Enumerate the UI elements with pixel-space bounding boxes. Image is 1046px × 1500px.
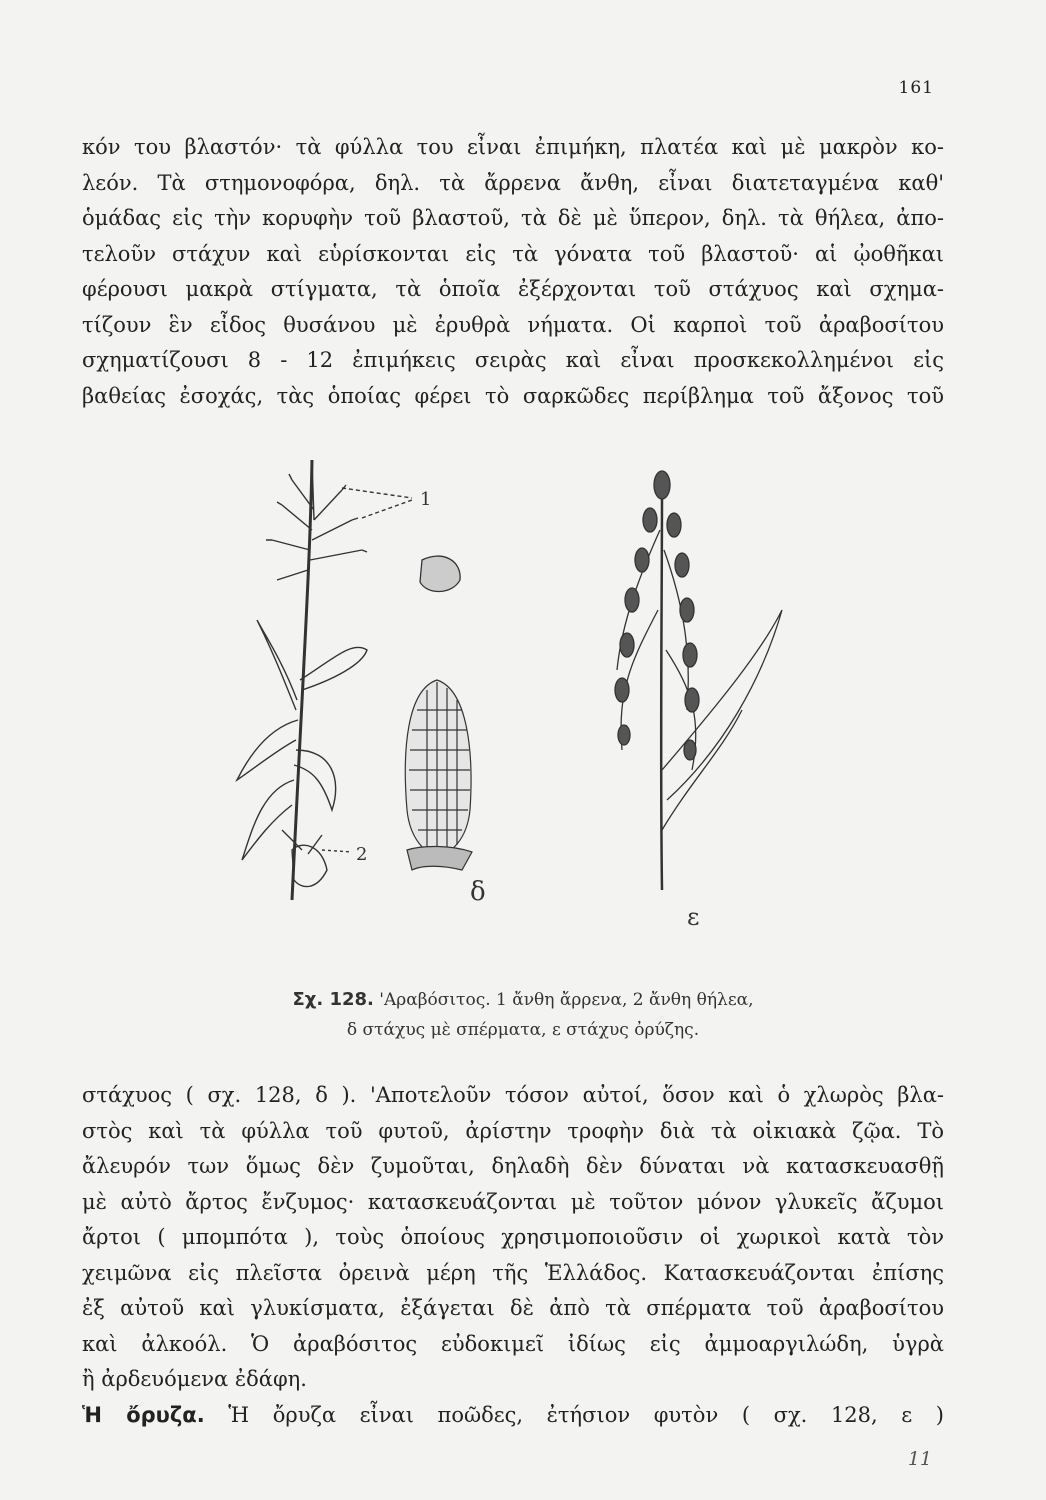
label-female: 2 [356, 844, 368, 865]
signature-mark: 11 [907, 1448, 932, 1470]
text-line: σχηματίζουσι 8 - 12 ἐπιμήκεις σειρὰς καὶ εἶναι προσκεκολλημένοι εἰς [82, 348, 944, 372]
maize-plant [237, 460, 412, 900]
label-delta: δ [470, 877, 486, 907]
text-line: ἄρτοι ( μπομπότα ), τοὺς ὁποίους χρησιμοποιοῦσιν οἱ χωρικοὶ κατὰ τὸν [82, 1225, 944, 1249]
text-line: φέρουσι μακρὰ στίγματα, τὰ ὁποῖα ἐξέρχονται τοῦ στάχυος καὶ σχημα- [82, 277, 944, 301]
section-heading: Ἡ ὄρυζα. [82, 1402, 205, 1427]
corn-cob [405, 680, 472, 870]
text-line: μὲ αὐτὸ ἄρτος ἔνζυμος· κατασκευάζονται μὲ τοῦτον μόνον γλυκεῖς ἄζυμοι [82, 1189, 944, 1214]
text-line: τίζουν ἓν εἶδος θυσάνου μὲ ἐρυθρὰ νήματα. Οἱ καρποὶ τοῦ ἀραβοσίτου [82, 312, 944, 337]
caption-prefix: Σχ. 128. [292, 989, 374, 1010]
corn-grain [420, 556, 460, 591]
text-line: λεόν. Τὰ στημονοφόρα, δηλ. τὰ ἄρρενα ἄνθη, εἶναι διατεταγμένα καθ' [82, 170, 944, 195]
label-male: 1 [420, 489, 432, 510]
text-line: βαθείας ἐσοχάς, τὰς ὁποίας φέρει τὸ σαρκῶδες περίβλημα τοῦ ἄξονος τοῦ [82, 383, 944, 408]
maize-rice-illustration [222, 450, 782, 931]
text-line: τελοῦν στάχυν καὶ εὑρίσκονται εἰς τὰ γόνατα τοῦ βλαστοῦ· αἱ ᾠοθῆκαι [82, 241, 944, 266]
text-line: ἢ ἀρδευόμενα ἐδάφη. [82, 1367, 307, 1391]
text-line: χειμῶνα εἰς πλεῖστα ὀρεινὰ μέρη τῆς Ἑλλάδος. Κατασκευάζονται ἐπίσης [82, 1260, 944, 1285]
figure-128 [222, 450, 782, 931]
text-line: ὁμάδας εἰς τὴν κορυφὴν τοῦ βλαστοῦ, τὰ δὲ μὲ ὕπερον, δηλ. τὰ θήλεα, ἀπο- [82, 206, 944, 230]
text-line: ἄλευρόν των ὅμως δὲν ζυμοῦται, δηλαδὴ δὲν δύναται νὰ κατασκευασθῇ [82, 1154, 944, 1178]
text-line: ἐξ αὐτοῦ καὶ γλυκίσματα, ἐξάγεται δὲ ἀπὸ τὰ σπέρματα τοῦ ἀραβοσίτου [82, 1296, 944, 1320]
caption-line-1 [0, 985, 1046, 1015]
text-line: στάχυος ( σχ. 128, δ ). 'Αποτελοῦν τόσον αὐτοί, ὅσον καὶ ὁ χλωρὸς βλα- [82, 1083, 944, 1107]
figure-caption [0, 985, 1046, 1045]
section-text: Ἡ ὄρυζα εἶναι ποῶδες, ἐτήσιον φυτὸν ( σχ. 128, ε ) [228, 1402, 944, 1427]
bottom-paragraph [82, 1078, 944, 1433]
text-line: στὸς καὶ τὰ φύλλα τοῦ φυτοῦ, ἀρίστην τροφὴν διὰ τὰ οἰκιακὰ ζῷα. Τὸ [82, 1118, 944, 1143]
caption-text-1: 'Αραβόσιτος. 1 ἄνθη ἄρρενα, 2 ἄνθη θήλεα, [379, 990, 754, 1010]
text-line: καὶ ἀλκοόλ. Ὁ ἀραβόσιτος εὐδοκιμεῖ ἰδίως εἰς ἀμμοαργιλώδη, ὑγρὰ [82, 1331, 944, 1356]
section-line [82, 1398, 944, 1434]
rice-panicle [615, 471, 782, 890]
top-paragraph [82, 130, 944, 414]
caption-line-2: δ στάχυς μὲ σπέρματα, ε στάχυς ὀρύζης. [346, 1020, 700, 1040]
label-epsilon: ε [687, 903, 700, 931]
text-line: κόν του βλαστόν· τὰ φύλλα του εἶναι ἐπιμήκη, πλατέα καὶ μὲ μακρὸν κο- [82, 135, 944, 159]
page-number: 161 [898, 78, 934, 98]
